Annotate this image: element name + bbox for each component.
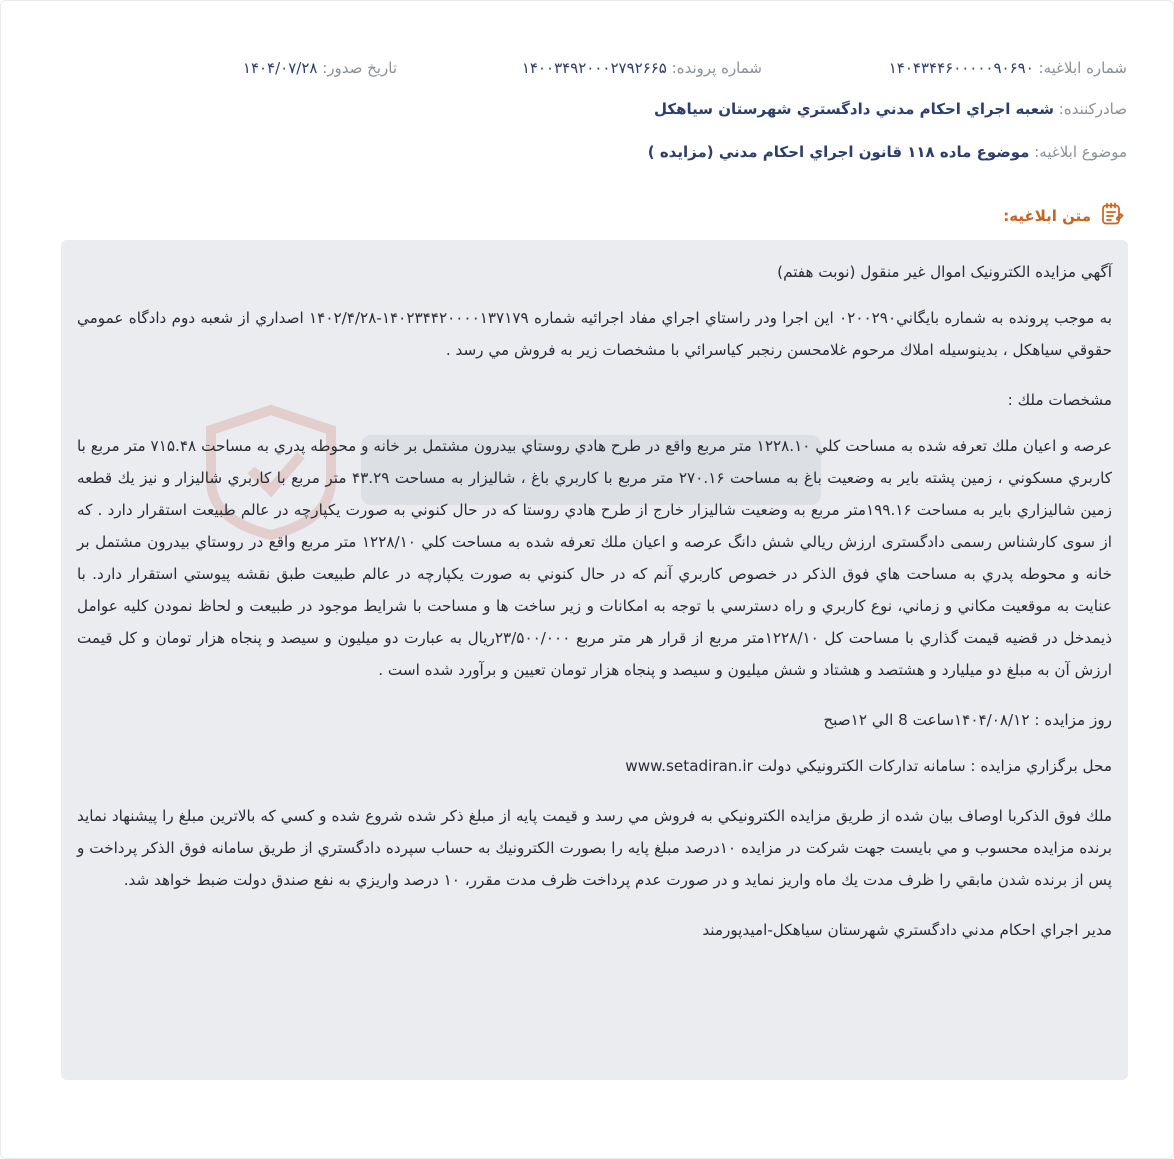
notice-number [889,59,1127,77]
signature-line: مدير اجراي احكام مدني دادگستري شهرستان سياهكل-اميدپورمند [702,921,1112,939]
case-number-label: شماره پرونده: [671,59,762,77]
notice-text-title: متن ابلاغيه: [1003,207,1091,225]
issue-date-label: تاريخ صدور: [322,59,397,77]
paragraph-intro: به موجب پرونده به شماره بايگاني۰۲۰۰۲۹۰ اين اجرا ودر راستاي اجراي مفاد اجرائيه شماره ۱۴۰۲۳۴۴۲۰۰۰۰۱۳۷۱۷۹-۱۴۰۲/۴/۲۸ اصداري از شعبه دوم دادگاه عمومي حقوقي سياهكل ، بدينوسيله املاك مرحوم غلامحسن رنجبر كياسرائي با مشخصات زير به فروش مي رسد . [77,309,1112,359]
case-number-value: ۱۴۰۰۳۴۹۲۰۰۰۲۷۹۲۶۶۵ [521,59,667,77]
issuer-label: صادرکننده: [1058,100,1127,118]
paragraph-terms: ملك فوق الذكربا اوصاف بيان شده از طريق مزايده الكترونيكي به فروش مي رسد و قيمت پايه از مبلغ ذكر شده شروع شده و كسي كه بالاترين مبلغ را پيشنهاد نمايد برنده مزايده محسوب و مي بايست جهت شركت در مزايده ۱۰درصد مبلغ پايه را بصورت الكترونيك به حساب سپرده دادگستري از طريق سامانه فوق الذكر پرداخت و پس از برنده شدن مابقي را ظرف مدت يك ماه واريز نمايد و در صورت عدم پرداخت ظرف مدت مقرر، ۱۰ درصد واريزي به نفع صندق دولت ضبط خواهد شد. [77,807,1112,889]
issuer-value: شعبه اجراي احكام مدني دادگستري شهرستان سياهكل [653,100,1054,118]
setadiran-link[interactable]: www.setadiran.ir [625,757,753,775]
issue-date [243,59,397,77]
case-number [522,59,762,77]
paragraph-property-description: عرصه و اعيان ملك تعرفه شده به مساحت كلي ۱۲۲۸.۱۰ متر مربع واقع در طرح هادي روستاي بيدرون مشتمل بر خانه و محوطه پدري به مساحت ۷۱۵.۴۸ متر مربع با كاربري مسكوني ، زمين پشته باير به وضعيت باغ به مساحت ۲۷۰.۱۶ متر مربع با كاربري باغ ، شاليزار به مساحت ۴۳.۲۹ متر مربع با كاربري شاليزار و نيز يك قطعه زمين شاليزاري باير به مساحت ۱۹۹.۱۶متر مربع به وضعيت شاليزار خارج از طرح هادي روستا كه در حال كنوني به صورت يكپارچه در عالم طبيعت استقرار دارد . كه از سوی كارشناس رسمی دادگستری ارزش ريالي شش دانگ عرصه و اعيان ملك تعرفه شده به مساحت كلي ۱۲۲۸/۱۰ متر مربع واقع در روستاي بيدرون مشتمل بر خانه و محوطه پدري به مساحت هاي فوق الذكر در خصوص كاربري آنم كه در حال كنوني به صورت يكپارچه در عالم طبيعت طبق نقشه پيوستي استقرار دارد. با عنايت به موقعيت مكاني و زماني، نوع كاربري و راه دسترسي با توجه به امكانات و زير ساخت ها و مساحت با شرايط موجود در طبيعت و لحاظ نمودن كليه عوامل ذيمدخل در قضيه قيمت گذاري با مساحت كل ۱۲۲۸/۱۰متر مربع از قرار هر متر مربع ۲۳/۵۰۰/۰۰۰ريال به عبارت دو ميليون و سيصد و پنجاه هزار تومان و كل قيمت ارزش آن به مبلغ دو ميليارد و هشتصد و هشتاد و شش ميليون و سيصد و پنجاه هزار تومان تعيين و برآورد شده است . [77,437,1113,679]
auction-location [77,750,1112,782]
notice-text-heading [1003,201,1125,231]
subject-label: موضوع ابلاغيه: [1034,143,1127,161]
property-specs-heading: مشخصات ملك : [1007,391,1112,409]
issuer [654,100,1127,118]
issue-date-value: ۱۴۰۴/۰۷/۲۸ [242,59,318,77]
subject-value: موضوع ماده ۱۱۸ قانون اجراي احكام مدني (مزايده ) [647,143,1030,161]
notice-number-label: شماره ابلاغيه: [1038,59,1127,77]
notice-body [61,240,1128,1080]
auction-location-text: محل برگزاري مزايده : سامانه تداركات الكترونيكي دولت [752,757,1112,775]
subject [648,143,1127,161]
notice-number-value: ۱۴۰۴۳۴۴۶۰۰۰۰۰۹۰۶۹۰ [888,59,1034,77]
auction-date: روز مزايده : ۱۴۰۴/۰۸/۱۲ساعت 8 الي ۱۲صبح [823,711,1112,729]
notice-body-text [77,256,1112,964]
announcement-heading: آگهي مزايده الكترونيک اموال غير منقول (نوبت هفتم) [777,263,1112,281]
document-text-icon [1099,201,1125,231]
